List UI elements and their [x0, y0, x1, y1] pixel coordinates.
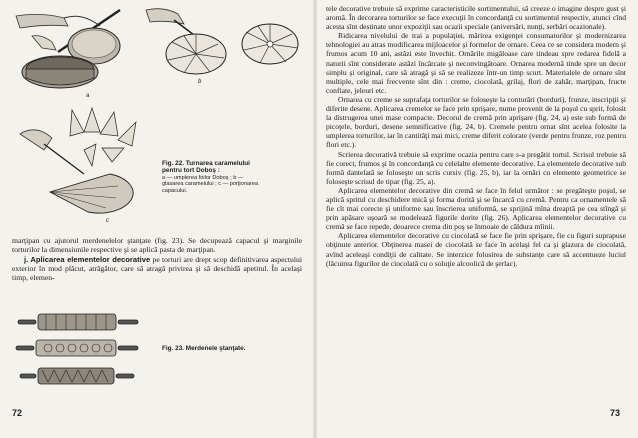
- paragraph-decorative-text: pe torturi are drept scop definitivarea aspectului exterior în mod plăcut, atrăgător, care să atragă privirea şi să deschidă apetitul. În acelaşi timp, elemen-: [12, 254, 302, 283]
- figure-22b-label: b: [198, 79, 202, 85]
- figure-22-caption-title: Fig. 22. Turnarea caramelului pentru tort Doboş :: [162, 160, 250, 175]
- section-heading-j: j. Aplicarea elementelor decorative: [24, 254, 151, 264]
- page-number-left: 72: [12, 408, 23, 418]
- figure-22-caption-text: a — umplerea foilor Doboş ; b — glasarea caramelului ; c — porţionarea capacului.: [162, 174, 259, 194]
- paragraph-decorative: [12, 255, 302, 283]
- paragraph-writing: Scrierea decorativă trebuie să exprime ocazia pentru care s-a pregătit tortul. Scrisul trebuie să fie corect, frumos şi în concordanţă cu celelalte elemente decorative. La elementele decorative sub formă dantelată se foloseşte un scris cursiv (fig. 25, b), iar la ornări cu elemente geometrice se foloseşte scrisul de tipar (fig. 25, a).: [326, 149, 626, 186]
- book-gutter: [313, 0, 317, 438]
- page-number-right: 73: [610, 408, 621, 418]
- figure-23-caption: Fig. 23. Merdenele ştanţate.: [162, 345, 246, 352]
- paragraph-cream-decor: Ornarea cu creme se suprafaţa torturilor se foloseşte la conturări (borduri), frunze, inscripţii şi diferite desene. Aplicarea cremelor se face prin sprişare, nume provenit de la poşul cu sprit, folosit la distrugerea unei mase compacte. Decorul de cremă prin aprişare (fig. 24, a) este sub formă de picoţele, borduri, desene semnificative (fig. 24, b). Cremele pentru ornat sînt acelea folosite la umplerea torturilor, iar în cantităţi mai mici, creme diferit colorate (verde pentru frunze, roz pentru flori etc.).: [326, 94, 626, 150]
- paragraph-chocolate: Aplicarea elementelor decorative cu ciocolată se face fie prin sprişare, fie cu figuri suprapuse obţinute anterior. Obţinerea masei de ciocolată se face în acelaşi fel ca şi glazura de ciocolată, avînd aceleaşi condiţii de calitate. Se interzice folosirea de substanţe care să accentueze luciul (lăcuirea figurilor de ciocolată cu o soluţie alcoolică de şerlac).: [326, 231, 626, 268]
- figure-22c-illustration: [14, 104, 144, 220]
- paragraph-cream-application: Aplicarea elementelor decorative din cremă se face în felul următor : se pregăteşte poşul, se aplică spritul cu deschidere mică şi forma dorită şi se încarcă cu cremă. Pentru ca ornamentele să fie cît mai corecte şi uniforme sau înscrierea uniformă, se sprijină mîna dreaptă pe cea stîngă şi prin apăsare uşoară se modelează figurile dorite (fig. 26). Aplicarea elementelor decorative cu cremă se face repede, deoarece crema din poş se înmoaie de căldura mîinii.: [326, 185, 626, 232]
- figure-22a-illustration: [12, 6, 130, 98]
- figure-22b-illustration: [144, 4, 308, 80]
- figure-22c-label: c: [106, 218, 109, 224]
- paragraph-martipan: marţipan cu ajutorul merdenelelor ştanţate (fig. 23). Se decupează capacul şi marginile torturilor la dimensiunile respective şi se aplică pasta de marţipan.: [12, 236, 302, 255]
- paragraph-modern-decor: Ridicarea nivelului de trai a populaţiei, mărirea exigenţei consumatorilor şi modernizarea tehnologiei au atras modificarea mijloacelor şi formelor de ornare. Ceea ce se considera modern şi frumos acum 10 ani, astăzi este învechit. Ornările migăloase care tindeau spre redarea fidelă a naturii sînt considerate astăzi încărcate şi neconvingătoare. Ornarea modernă tinde spre un decor simplu şi original, care să atragă şi să se realizeze într-un timp scurt. Materialele de ornare sînt multiple, cele mai frecvente sînt din : creme, ciocolată, grilaj, flori de zahăr, marţipan, fructe confiate, jeleuri etc.: [326, 31, 626, 95]
- left-body-text: [12, 236, 302, 282]
- right-page: [318, 0, 638, 438]
- paragraph-intro: tele decorative trebuie să exprime caracteristicile sortimentului, să creeze o imagine despre gust şi aromă. În decorarea torturilor se face execuţii în concordanţă cu sortimentul respectiv, atunci cînd acesta sînt destinate unor expoziţii sau ocazii speciale (aniversări, nunţi, serbări ocazionale).: [326, 4, 626, 32]
- left-page: [0, 0, 312, 438]
- figure-22-caption: [162, 160, 266, 194]
- right-body-text: [326, 4, 626, 268]
- figure-22a-label: a: [86, 93, 90, 99]
- figure-23-illustration: [14, 312, 144, 406]
